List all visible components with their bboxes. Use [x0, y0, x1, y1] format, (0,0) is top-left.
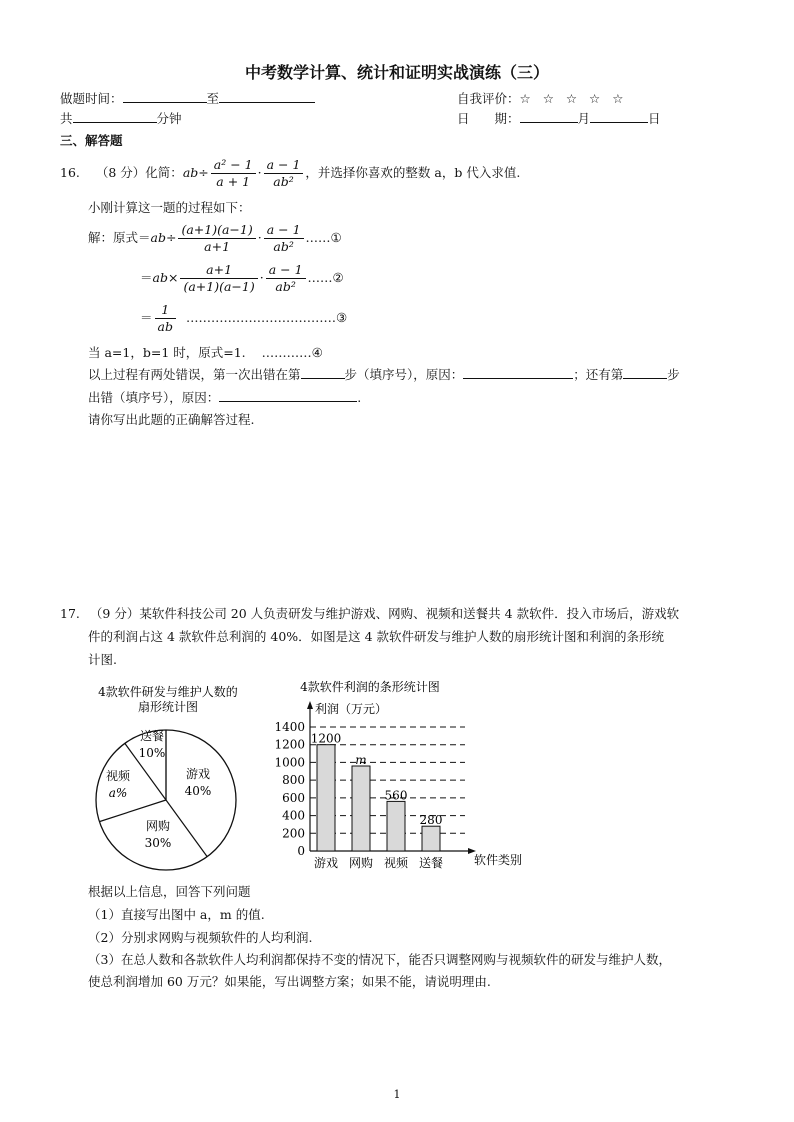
step4-mark: …………④: [261, 345, 323, 360]
pie-slice-label: 40%: [184, 784, 212, 798]
bar-data-label: 1200: [310, 731, 342, 746]
step2-mark: ……②: [307, 270, 344, 285]
pie-slice-label: 30%: [144, 836, 172, 850]
first-error-reason-blank[interactable]: [463, 365, 573, 379]
q17-sub-intro: 根据以上信息，回答下列问题: [88, 884, 251, 899]
q16-dot: ·: [257, 165, 262, 180]
bar: [352, 766, 370, 851]
q16-number: 16.: [60, 165, 80, 180]
date-row: [457, 109, 661, 127]
q16-prompt-rest: ，并选择你喜欢的整数 a，b 代入求值.: [305, 165, 521, 180]
q17-text-1: [60, 604, 679, 622]
date-label: 日 期：: [457, 111, 520, 126]
q17-sub-2: （2）分别求网购与视频软件的人均利润.: [88, 930, 313, 945]
y-tick-label: 200: [282, 826, 305, 841]
y-tick-label: 1200: [274, 737, 305, 752]
section-heading: 三、解答题: [60, 133, 123, 148]
bar-title: 4款软件利润的条形统计图: [300, 680, 440, 694]
total-minutes-blank[interactable]: [73, 109, 157, 123]
step2-fraction-2: [266, 262, 306, 295]
y-tick-label: 400: [282, 808, 305, 823]
q16-step-1: [88, 222, 342, 255]
q16-f1-den: a + 1: [216, 174, 251, 189]
pie-slice-label: 10%: [138, 746, 166, 760]
step1-lead: 解：原式＝: [88, 230, 151, 245]
line-a2: 步（填序号），原因：: [344, 367, 464, 382]
pie-title-line-2: 扇形统计图: [137, 700, 199, 714]
pie-slice-name: 送餐: [139, 729, 165, 743]
step3-fden: ab: [157, 319, 173, 334]
step2-ab: ab: [152, 270, 168, 285]
step2-lead: ＝: [140, 270, 153, 285]
pie-slices: [96, 728, 236, 870]
bar-data-label: m: [355, 753, 367, 767]
step1-fnum: (a+1)(a−1): [178, 222, 255, 239]
bar-ylabel: 利润（万元）: [315, 702, 388, 716]
first-error-step-blank[interactable]: [301, 365, 345, 379]
q16-error-line-1: [88, 365, 680, 383]
pie-divider: [166, 800, 207, 857]
total-row: [60, 109, 182, 127]
step1-mark: ……①: [305, 230, 342, 245]
bar: [387, 801, 405, 851]
to-label: 至: [206, 91, 220, 106]
pie-chart: [80, 680, 270, 880]
step1-f2num: a − 1: [264, 222, 304, 239]
step4-text: 当 a=1，b=1 时，原式=1.: [88, 345, 246, 360]
y-tick-label: 0: [297, 844, 305, 858]
step2-f2den: ab²: [275, 279, 296, 294]
step2-f2num: a − 1: [266, 262, 306, 279]
y-axis-arrow: [307, 701, 313, 709]
q17-line-1: （9 分）某软件科技公司 20 人负责研发与维护游戏、网购、视频和送餐共 4 款软件．投入市场后，游戏软: [89, 606, 680, 621]
pie-slice-name: 视频: [105, 769, 131, 783]
step1-fraction: [178, 222, 255, 255]
step2-dot: ·: [259, 270, 264, 285]
q16-fraction-1: [211, 157, 256, 190]
q17-sub-1: （1）直接写出图中 a，m 的值.: [88, 907, 265, 922]
bar-marks: [274, 701, 476, 870]
q17-text-2: 件的利润占这 4 款软件总利润的 40%．如图是这 4 款软件研发与维护人数的扇形统计图和利润的条形统: [88, 629, 665, 644]
month-label: 月: [577, 111, 591, 126]
end-time-blank[interactable]: [219, 89, 315, 103]
pie-slice-name: 网购: [145, 819, 171, 833]
bar: [422, 826, 440, 851]
step3-fraction: [155, 302, 176, 335]
pie-slice-name: 游戏: [185, 767, 211, 781]
y-tick-label: 1400: [274, 720, 305, 734]
start-time-blank[interactable]: [123, 89, 207, 103]
star-rating[interactable]: ☆ ☆ ☆ ☆ ☆: [519, 91, 628, 106]
y-tick-label: 600: [282, 790, 305, 805]
second-error-reason-blank[interactable]: [219, 388, 357, 402]
x-tick-label: 网购: [348, 856, 374, 870]
bar-xlabel: 软件类别: [474, 853, 523, 867]
line-a3: ；还有第: [573, 367, 624, 382]
step1-div: ÷: [165, 230, 177, 245]
y-tick-label: 1000: [274, 755, 305, 770]
step2-fden: (a+1)(a−1): [183, 279, 255, 294]
q16-div: ÷: [198, 165, 209, 180]
q16-fraction-2: [264, 157, 304, 190]
second-error-step-blank[interactable]: [623, 365, 667, 379]
self-eval-row: [457, 89, 627, 107]
q16-step-4: [88, 343, 323, 361]
step2-times: ×: [167, 270, 179, 285]
step3-lead: ＝: [140, 310, 153, 325]
total-label: 共: [60, 111, 73, 126]
pie-slice-label: a%: [108, 786, 128, 800]
bar-data-label: 560: [384, 788, 408, 803]
line-b1: 出错（填序号），原因：: [88, 390, 220, 405]
q16-points: （8 分）化简：: [95, 165, 183, 180]
x-tick-label: 视频: [383, 856, 409, 870]
q16-intro: 小刚计算这一题的过程如下：: [88, 200, 251, 215]
x-tick-label: 游戏: [313, 856, 339, 870]
line-a4: 步: [667, 367, 680, 382]
q16-f2-den: ab²: [273, 174, 294, 189]
day-blank[interactable]: [590, 109, 648, 123]
step1-dot: ·: [257, 230, 262, 245]
q17-sub-3-cont: 使总利润增加 60 万元？如果能，写出调整方案；如果不能，请说明理由.: [88, 974, 491, 989]
q16-f2-num: a − 1: [264, 157, 304, 174]
q16-f1-num: a² − 1: [211, 157, 256, 174]
step1-fden: a+1: [204, 239, 231, 254]
q16-prompt: [60, 157, 520, 190]
q16-step-2: [140, 262, 344, 295]
q16-step-3: [140, 302, 347, 335]
q17-sub-3: （3）在总人数和各款软件人均利润都保持不变的情况下，能否只调整网购与视频软件的研发与维护人数，: [88, 952, 671, 967]
q16-instruction: 请你写出此题的正确解答过程.: [88, 412, 255, 427]
step3-fnum: 1: [155, 302, 176, 319]
page-number: 1: [393, 1088, 401, 1101]
step2-fraction: [180, 262, 257, 295]
step3-mark: ………………………………③: [185, 310, 348, 325]
time-label: 做题时间：: [60, 91, 123, 106]
line-b2: .: [357, 390, 362, 405]
step1-ab: ab: [150, 230, 166, 245]
q16-ab: ab: [182, 165, 199, 180]
day-label: 日: [648, 111, 661, 126]
q16-error-line-2: [88, 388, 361, 406]
line-a1: 以上过程有两处错误，第一次出错在第: [88, 367, 301, 382]
step2-fnum: a+1: [180, 262, 257, 279]
time-row: [60, 89, 315, 107]
bar-chart: [270, 675, 540, 875]
pie-title-line-1: 4款软件研发与维护人数的: [98, 685, 238, 699]
bar: [317, 745, 335, 851]
q17-number: 17.: [60, 606, 80, 621]
step1-f2den: ab²: [273, 239, 294, 254]
bar-data-label: 280: [419, 813, 443, 828]
page-title: 中考数学计算、统计和证明实战演练（三）: [244, 63, 549, 82]
q17-text-3: 计图.: [88, 652, 117, 667]
y-tick-label: 800: [282, 773, 305, 788]
x-tick-label: 送餐: [418, 856, 444, 870]
step1-fraction-2: [264, 222, 304, 255]
minutes-label: 分钟: [156, 111, 182, 126]
self-eval-label: 自我评价：: [457, 91, 520, 106]
month-blank[interactable]: [520, 109, 578, 123]
